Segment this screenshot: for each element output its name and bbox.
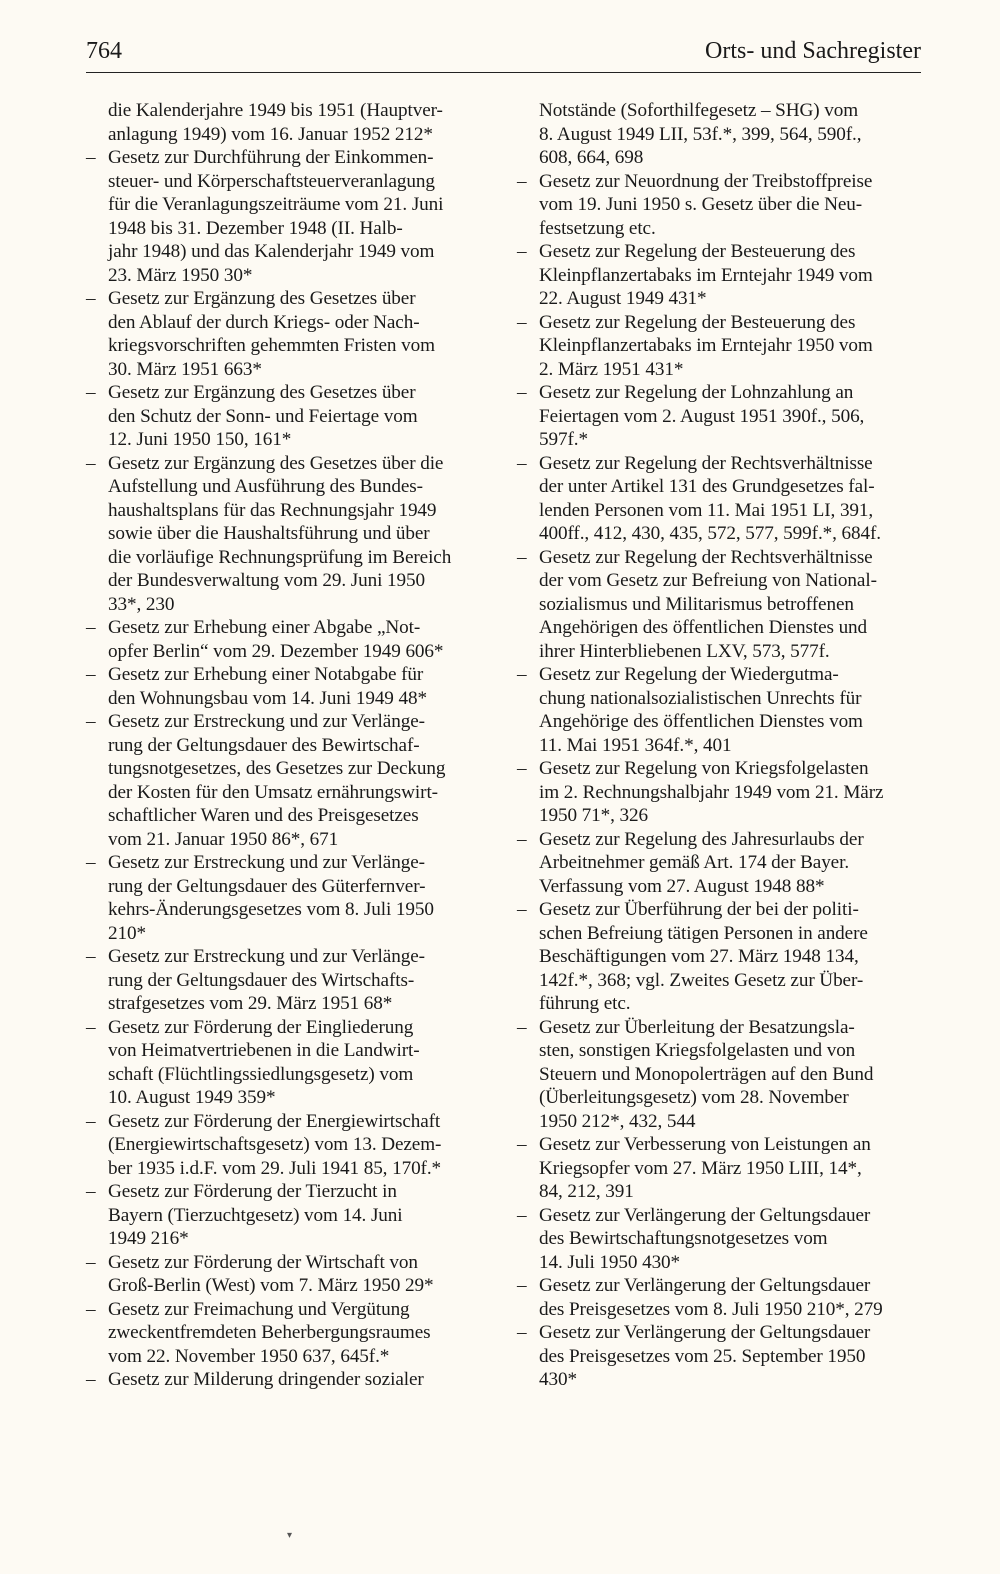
index-entry-start	[86, 1251, 461, 1275]
entry-text: 33*, 230	[108, 593, 175, 615]
entry-text: kehrs-Änderungsgesetzes vom 8. Juli 1950	[108, 899, 434, 920]
index-entry-line	[517, 499, 892, 523]
entry-text: schaftlicher Waren und des Preisgesetzes	[108, 805, 419, 826]
entry-text: tungsnotgesetzes, des Gesetzes zur Deckung	[108, 758, 446, 779]
entry-text: 1950 212*, 432, 544	[539, 1110, 696, 1132]
entry-dash: –	[86, 1298, 96, 1320]
index-entry-line	[517, 1157, 892, 1181]
entry-text: den Ablauf der durch Kriegs- oder Nach-	[108, 311, 420, 333]
index-entry-line	[517, 1039, 892, 1063]
index-entry-start	[517, 1016, 892, 1040]
entry-text: Gesetz zur Regelung der Rechtsverhältnisse	[539, 452, 873, 474]
index-entry-start	[517, 546, 892, 570]
entry-dash: –	[517, 899, 527, 920]
index-entry-line	[517, 123, 892, 147]
index-entry-start	[517, 898, 892, 922]
entry-text: 2. März 1951 431*	[539, 358, 684, 380]
entry-text: Gesetz zur Durchführung der Einkommen-	[108, 147, 434, 168]
index-entry-line	[86, 1227, 461, 1251]
index-entry-line	[86, 99, 461, 123]
entry-dash: –	[86, 288, 96, 309]
entry-text: schaft (Flüchtlingssiedlungsgesetz) vom	[108, 1063, 414, 1085]
entry-text: 23. März 1950 30*	[108, 264, 253, 286]
entry-text: des Bewirtschaftungsnotgesetzes vom	[539, 1228, 828, 1249]
index-entry-line	[517, 405, 892, 429]
index-entry-start	[86, 663, 461, 687]
entry-text: 400ff., 412, 430, 435, 572, 577, 599f.*, 684f.	[539, 523, 882, 544]
entry-text: zweckentfremdeten Beherbergungsraumes	[108, 1322, 431, 1343]
index-entry-line	[86, 734, 461, 758]
entry-text: Kriegsopfer vom 27. März 1950 LIII, 14*,	[539, 1157, 862, 1179]
entry-text: 1949 216*	[108, 1228, 189, 1249]
entry-text: 12. Juni 1950 150, 161*	[108, 429, 292, 450]
index-entry-line	[517, 1368, 892, 1392]
entry-text: des Preisgesetzes vom 8. Juli 1950 210*, 279	[539, 1298, 883, 1320]
index-entry-start	[86, 287, 461, 311]
entry-text: 608, 664, 698	[539, 147, 644, 168]
entry-text: des Preisgesetzes vom 25. September 1950	[539, 1345, 866, 1367]
entry-text: den Schutz der Sonn- und Feiertage vom	[108, 405, 418, 427]
entry-text: schen Befreiung tätigen Personen in andere	[539, 922, 868, 944]
index-entry-start	[517, 1133, 892, 1157]
entry-text: vom 21. Januar 1950 86*, 671	[108, 828, 339, 850]
entry-dash: –	[517, 758, 527, 779]
index-entry-line	[517, 1086, 892, 1110]
index-column-right	[517, 99, 892, 1392]
entry-text: sozialismus und Militarismus betroffenen	[539, 593, 854, 615]
entry-text: lenden Personen vom 11. Mai 1951 LI, 391,	[539, 499, 874, 521]
index-entry-line	[86, 170, 461, 194]
index-entry-line	[517, 781, 892, 805]
index-entry-line	[517, 851, 892, 875]
entry-text: opfer Berlin“ vom 29. Dezember 1949 606*	[108, 640, 444, 662]
entry-text: Gesetz zur Förderung der Wirtschaft von	[108, 1251, 418, 1273]
entry-dash: –	[517, 546, 527, 568]
entry-text: rung der Geltungsdauer des Wirtschafts-	[108, 969, 415, 991]
index-entry-line	[517, 804, 892, 828]
index-entry-start	[517, 452, 892, 476]
index-entry-line	[86, 875, 461, 899]
entry-text: den Wohnungsbau vom 14. Juni 1949 48*	[108, 687, 427, 709]
entry-text: strafgesetzes vom 29. März 1951 68*	[108, 993, 393, 1014]
index-entry-line	[517, 1110, 892, 1134]
index-entry-line	[86, 922, 461, 946]
index-entry-start	[86, 851, 461, 875]
index-entry-line	[86, 1321, 461, 1345]
entry-text: Gesetz zur Regelung des Jahresurlaubs der	[539, 828, 864, 850]
entry-dash: –	[86, 946, 96, 967]
entry-text: Gesetz zur Verlängerung der Geltungsdauer	[539, 1275, 871, 1296]
entry-dash: –	[517, 664, 527, 685]
entry-text: ber 1935 i.d.F. vom 29. Juli 1941 85, 170f.*	[108, 1157, 442, 1179]
entry-dash: –	[517, 452, 527, 474]
entry-text: führung etc.	[539, 993, 631, 1014]
entry-text: Notstände (Soforthilfegesetz – SHG) vom	[539, 100, 859, 121]
entry-dash: –	[86, 1251, 96, 1273]
entry-text: 14. Juli 1950 430*	[539, 1251, 681, 1273]
index-entry-line	[517, 217, 892, 241]
print-mark-icon: ▾	[287, 1530, 293, 1541]
entry-text: Angehörige des öffentlichen Dienstes vom	[539, 711, 863, 732]
entry-text: Bayern (Tierzuchtgesetz) vom 14. Juni	[108, 1204, 403, 1226]
entry-text: Verfassung vom 27. August 1948 88*	[539, 875, 825, 897]
index-entry-start	[86, 1110, 461, 1134]
index-entry-line	[86, 428, 461, 452]
entry-text: Gesetz zur Regelung der Besteuerung des	[539, 311, 856, 333]
index-entry-line	[517, 1180, 892, 1204]
entry-text: Gesetz zur Ergänzung des Gesetzes über	[108, 382, 416, 403]
entry-text: 1950 71*, 326	[539, 805, 649, 826]
index-entry-line	[86, 1086, 461, 1110]
index-entry-start	[86, 452, 461, 476]
entry-dash: –	[86, 1016, 96, 1038]
entry-text: Gesetz zur Erhebung einer Notabgabe für	[108, 664, 424, 685]
index-entry-line	[86, 1345, 461, 1369]
index-entry-line	[86, 334, 461, 358]
index-entry-start	[86, 1016, 461, 1040]
entry-text: Groß-Berlin (West) vom 7. März 1950 29*	[108, 1275, 434, 1296]
entry-dash: –	[517, 1016, 527, 1038]
entry-text: Gesetz zur Förderung der Tierzucht in	[108, 1181, 397, 1202]
entry-text: die Kalenderjahre 1949 bis 1951 (Hauptver-	[108, 100, 443, 121]
index-entry-line	[86, 499, 461, 523]
entry-text: der vom Gesetz zur Befreiung von National-	[539, 570, 877, 591]
entry-text: kriegsvorschriften gehemmten Fristen vom	[108, 335, 435, 356]
entry-text: der unter Artikel 131 des Grundgesetzes fal-	[539, 476, 875, 497]
entry-dash: –	[517, 1134, 527, 1155]
entry-dash: –	[86, 147, 96, 168]
entry-text: der Kosten für den Umsatz ernährungswirt-	[108, 781, 438, 803]
index-entry-line	[517, 1063, 892, 1087]
index-entry-line	[86, 569, 461, 593]
entry-text: von Heimatvertriebenen in die Landwirt-	[108, 1040, 420, 1061]
index-entry-start	[517, 240, 892, 264]
entry-text: Gesetz zur Verlängerung der Geltungsdauer	[539, 1204, 871, 1226]
entry-text: Gesetz zur Ergänzung des Gesetzes über die	[108, 452, 444, 474]
index-entry-line	[86, 546, 461, 570]
index-entry-start	[86, 1298, 461, 1322]
index-entry-line	[517, 593, 892, 617]
page-number: 764	[86, 38, 122, 64]
index-entry-line	[86, 405, 461, 429]
index-entry-line	[86, 475, 461, 499]
index-entry-line	[517, 522, 892, 546]
index-entry-start	[86, 381, 461, 405]
index-entry-line	[517, 428, 892, 452]
index-entry-start	[86, 1368, 461, 1392]
entry-text: Gesetz zur Regelung der Besteuerung des	[539, 241, 856, 262]
entry-text: sten, sonstigen Kriegsfolgelasten und von	[539, 1040, 856, 1061]
entry-text: festsetzung etc.	[539, 217, 656, 239]
entry-text: Gesetz zur Erstreckung und zur Verlänge-	[108, 852, 425, 873]
entry-text: Kleinpflanzertabaks im Erntejahr 1950 vom	[539, 335, 873, 356]
entry-dash: –	[517, 1204, 527, 1226]
index-entry-line	[86, 828, 461, 852]
index-entry-line	[517, 287, 892, 311]
index-entry-line	[517, 922, 892, 946]
entry-text: 84, 212, 391	[539, 1181, 634, 1202]
index-entry-line	[86, 593, 461, 617]
entry-text: (Energiewirtschaftsgesetz) vom 13. Dezem-	[108, 1134, 442, 1155]
index-entry-line	[86, 969, 461, 993]
index-entry-line	[517, 992, 892, 1016]
entry-text: 30. März 1951 663*	[108, 358, 262, 380]
index-entry-line	[517, 569, 892, 593]
index-entry-line	[86, 1039, 461, 1063]
entry-text: Gesetz zur Freimachung und Vergütung	[108, 1298, 410, 1320]
index-entry-line	[86, 358, 461, 382]
entry-text: vom 19. Juni 1950 s. Gesetz über die Neu-	[539, 194, 863, 215]
index-entry-line	[86, 781, 461, 805]
entry-text: (Überleitungsgesetz) vom 28. November	[539, 1087, 849, 1108]
entry-dash: –	[517, 382, 527, 403]
entry-text: 1948 bis 31. Dezember 1948 (II. Halb-	[108, 217, 403, 239]
entry-text: 22. August 1949 431*	[539, 288, 707, 309]
entry-text: Angehörigen des öffentlichen Dienstes und	[539, 617, 868, 638]
index-entry-line	[517, 146, 892, 170]
index-entry-start	[517, 381, 892, 405]
index-entry-line	[86, 522, 461, 546]
index-entry-line	[86, 898, 461, 922]
index-entry-line	[517, 710, 892, 734]
entry-text: Gesetz zur Erhebung einer Abgabe „Not-	[108, 617, 421, 638]
entry-dash: –	[517, 1275, 527, 1296]
entry-text: Gesetz zur Ergänzung des Gesetzes über	[108, 288, 416, 309]
entry-dash: –	[86, 711, 96, 732]
entry-dash: –	[517, 170, 527, 192]
index-entry-line	[86, 1274, 461, 1298]
entry-text: 10. August 1949 359*	[108, 1087, 276, 1108]
index-entry-line	[86, 264, 461, 288]
entry-text: rung der Geltungsdauer des Bewirtschaf-	[108, 734, 420, 756]
index-entry-line	[517, 475, 892, 499]
entry-dash: –	[86, 1181, 96, 1202]
index-entry-start	[86, 945, 461, 969]
entry-text: Gesetz zur Verbesserung von Leistungen an	[539, 1134, 871, 1155]
index-entry-line	[86, 193, 461, 217]
entry-text: Feiertagen vom 2. August 1951 390f., 506,	[539, 405, 865, 427]
entry-dash: –	[86, 452, 96, 474]
entry-dash: –	[517, 241, 527, 262]
index-entry-start	[86, 710, 461, 734]
index-entry-line	[86, 1063, 461, 1087]
index-entry-line	[517, 875, 892, 899]
entry-dash: –	[517, 828, 527, 850]
entry-text: 210*	[108, 922, 146, 944]
entry-text: anlagung 1949) vom 16. Januar 1952 212*	[108, 123, 433, 145]
entry-text: jahr 1948) und das Kalenderjahr 1949 vom	[108, 241, 435, 262]
entry-text: rung der Geltungsdauer des Güterfernver-	[108, 875, 426, 897]
entry-dash: –	[86, 1110, 96, 1132]
index-entry-line	[517, 358, 892, 382]
index-entry-line	[86, 757, 461, 781]
index-entry-line	[517, 264, 892, 288]
entry-dash: –	[86, 852, 96, 873]
entry-text: sowie über die Haushaltsführung und über	[108, 523, 430, 544]
index-entry-line	[517, 969, 892, 993]
entry-text: 597f.*	[539, 429, 588, 450]
index-entry-line	[517, 1251, 892, 1275]
index-entry-line	[86, 640, 461, 664]
index-entry-line	[517, 193, 892, 217]
entry-text: Gesetz zur Überleitung der Besatzungsla-	[539, 1016, 855, 1038]
index-entry-line	[517, 640, 892, 664]
index-entry-line	[517, 99, 892, 123]
entry-text: Gesetz zur Regelung der Rechtsverhältnisse	[539, 546, 873, 568]
entry-text: Gesetz zur Erstreckung und zur Verlänge-	[108, 946, 425, 967]
index-entry-start	[517, 663, 892, 687]
index-entry-line	[86, 240, 461, 264]
index-entry-line	[517, 1227, 892, 1251]
entry-dash: –	[517, 1322, 527, 1343]
entry-text: die vorläufige Rechnungsprüfung im Bereich	[108, 546, 452, 568]
index-entry-line	[517, 1345, 892, 1369]
entry-text: ihrer Hinterbliebenen LXV, 573, 577f.	[539, 640, 830, 662]
index-entry-start	[86, 1180, 461, 1204]
index-entry-start	[517, 828, 892, 852]
entry-text: 8. August 1949 LII, 53f.*, 399, 564, 590f.,	[539, 123, 862, 145]
entry-text: Gesetz zur Verlängerung der Geltungsdauer	[539, 1322, 871, 1343]
entry-text: Gesetz zur Förderung der Energiewirtschaft	[108, 1110, 441, 1132]
entry-text: der Bundesverwaltung vom 29. Juni 1950	[108, 570, 426, 591]
entry-text: Aufstellung und Ausführung des Bundes-	[108, 476, 423, 497]
entry-text: 11. Mai 1951 364f.*, 401	[539, 734, 732, 756]
index-entry-start	[517, 1204, 892, 1228]
entry-dash: –	[86, 617, 96, 638]
entry-text: vom 22. November 1950 637, 645f.*	[108, 1345, 390, 1367]
entry-text: Gesetz zur Regelung von Kriegsfolgelasten	[539, 758, 869, 779]
entry-text: Steuern und Monopolerträgen auf den Bund	[539, 1063, 874, 1085]
index-entry-line	[86, 804, 461, 828]
index-entry-line	[86, 123, 461, 147]
entry-dash: –	[86, 1369, 96, 1390]
entry-text: Gesetz zur Förderung der Eingliederung	[108, 1016, 414, 1038]
entry-text: Gesetz zur Erstreckung und zur Verlänge-	[108, 711, 425, 732]
index-entry-start	[517, 170, 892, 194]
entry-text: Gesetz zur Regelung der Wiedergutma-	[539, 664, 839, 685]
page-header	[86, 36, 921, 73]
index-entry-line	[517, 1298, 892, 1322]
entry-text: Beschäftigungen vom 27. März 1948 134,	[539, 946, 859, 967]
entry-dash: –	[86, 382, 96, 403]
index-entry-start	[517, 1274, 892, 1298]
index-entry-line	[86, 1204, 461, 1228]
index-entry-line	[86, 217, 461, 241]
index-entry-line	[517, 687, 892, 711]
entry-text: steuer- und Körperschaftsteuerveranlagung	[108, 170, 435, 192]
index-entry-line	[86, 1133, 461, 1157]
index-entry-line	[86, 311, 461, 335]
index-entry-start	[517, 757, 892, 781]
index-entry-line	[86, 687, 461, 711]
entry-text: 142f.*, 368; vgl. Zweites Gesetz zur Über-	[539, 969, 864, 991]
entry-text: Gesetz zur Neuordnung der Treibstoffpreise	[539, 170, 873, 192]
index-entry-start	[517, 311, 892, 335]
entry-dash: –	[517, 311, 527, 333]
index-column-left	[86, 99, 461, 1392]
index-entry-start	[517, 1321, 892, 1345]
index-entry-start	[86, 616, 461, 640]
entry-text: Gesetz zur Überführung der bei der politi-	[539, 899, 859, 920]
entry-text: Gesetz zur Milderung dringender sozialer	[108, 1369, 424, 1390]
entry-text: 430*	[539, 1369, 577, 1390]
index-entry-start	[86, 146, 461, 170]
index-entry-line	[86, 992, 461, 1016]
entry-text: Kleinpflanzertabaks im Erntejahr 1949 vom	[539, 264, 873, 286]
index-entry-line	[517, 945, 892, 969]
index-entry-line	[86, 1157, 461, 1181]
entry-text: haushaltsplans für das Rechnungsjahr 1949	[108, 499, 437, 521]
entry-text: Arbeitnehmer gemäß Art. 174 der Bayer.	[539, 852, 850, 873]
index-entry-line	[517, 734, 892, 758]
entry-text: für die Veranlagungszeiträume vom 21. Juni	[108, 194, 444, 215]
entry-text: Gesetz zur Regelung der Lohnzahlung an	[539, 382, 854, 403]
entry-text: im 2. Rechnungshalbjahr 1949 vom 21. März	[539, 781, 884, 803]
entry-dash: –	[86, 664, 96, 685]
index-entry-line	[517, 334, 892, 358]
entry-text: chung nationalsozialistischen Unrechts für	[539, 687, 862, 709]
running-title: Orts- und Sachregister	[705, 38, 921, 64]
index-entry-line	[517, 616, 892, 640]
